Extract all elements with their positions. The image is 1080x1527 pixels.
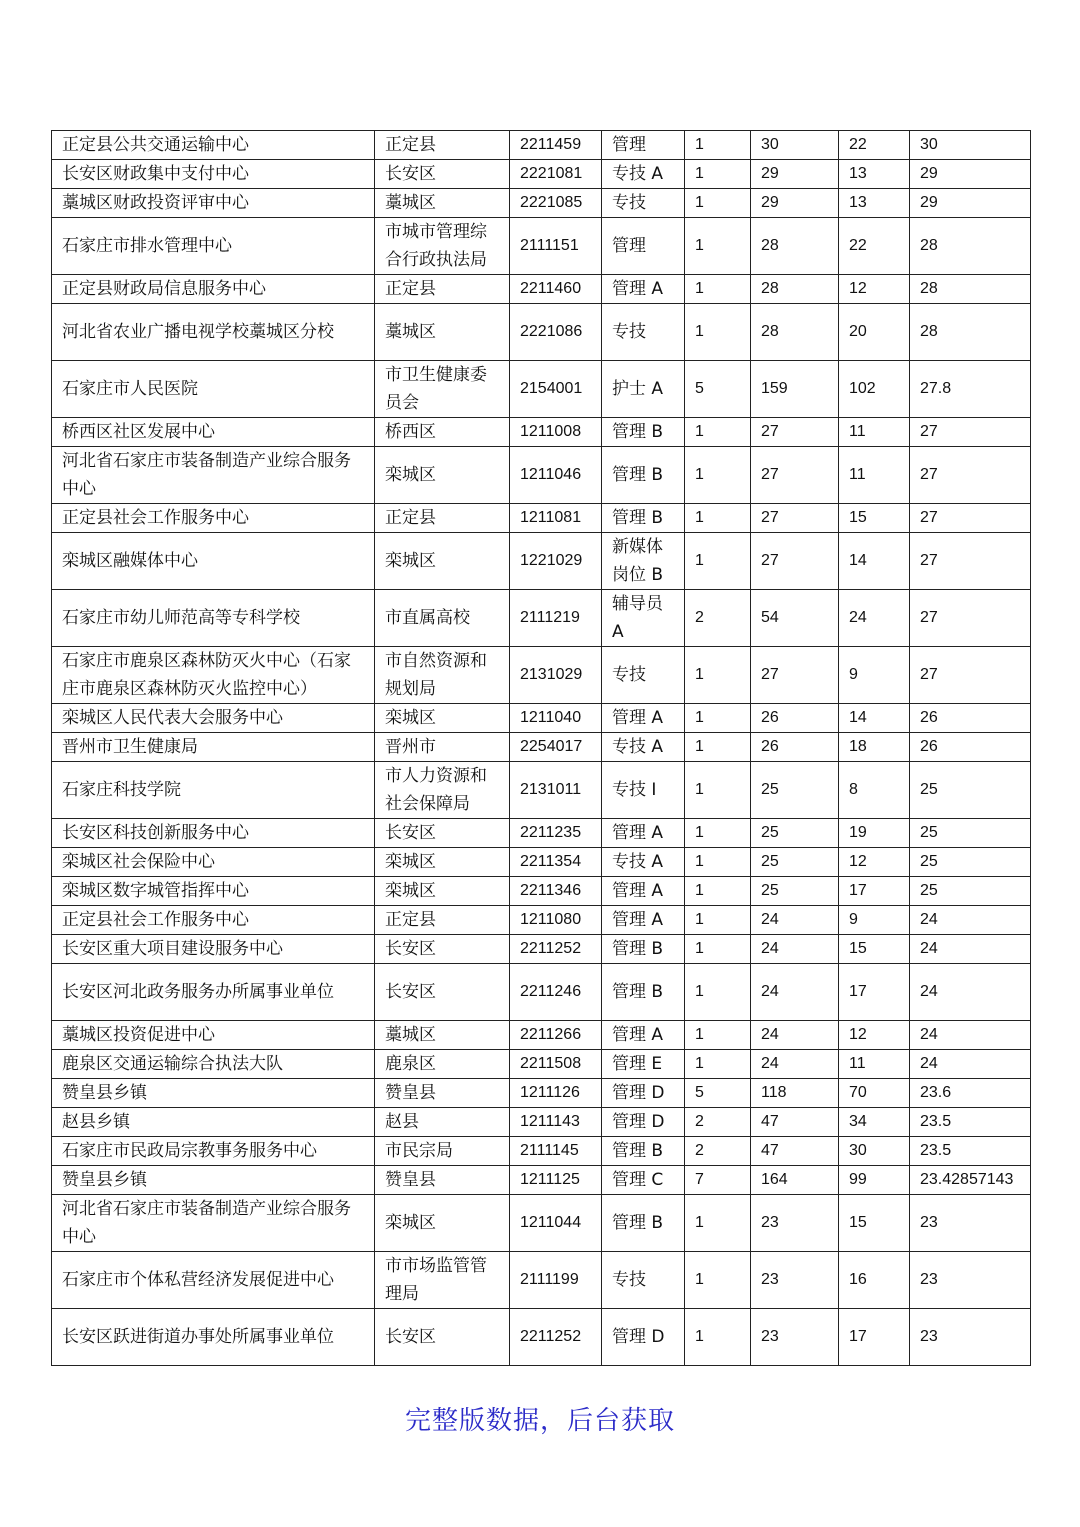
approved-cell: 8	[839, 762, 910, 819]
applicants-cell: 164	[751, 1166, 839, 1195]
unit-name-cell: 长安区跃进街道办事处所属事业单位	[52, 1309, 375, 1366]
post-name-cell: 管理 B	[602, 418, 685, 447]
approved-cell: 12	[839, 848, 910, 877]
unit-name-cell: 石家庄市民政局宗教事务服务中心	[52, 1137, 375, 1166]
approved-cell: 102	[839, 361, 910, 418]
approved-cell: 19	[839, 819, 910, 848]
post-name-cell: 管理 A	[602, 704, 685, 733]
applicants-cell: 23	[751, 1195, 839, 1252]
quota-cell: 2	[685, 1108, 751, 1137]
position-code-cell: 2111151	[510, 218, 602, 275]
quota-cell: 1	[685, 704, 751, 733]
unit-name-cell: 鹿泉区交通运输综合执法大队	[52, 1050, 375, 1079]
department-cell: 市卫生健康委员会	[375, 361, 510, 418]
quota-cell: 1	[685, 189, 751, 218]
table-row	[52, 1309, 1031, 1366]
department-cell: 市自然资源和规划局	[375, 647, 510, 704]
quota-cell: 2	[685, 590, 751, 647]
quota-cell: 1	[685, 848, 751, 877]
post-name-cell: 管理 A	[602, 1021, 685, 1050]
table-row	[52, 1252, 1031, 1309]
table-row	[52, 533, 1031, 590]
approved-cell: 24	[839, 590, 910, 647]
post-name-cell: 专技 A	[602, 160, 685, 189]
post-name-cell: 管理 B	[602, 447, 685, 504]
applicants-cell: 25	[751, 848, 839, 877]
approved-cell: 9	[839, 647, 910, 704]
unit-name-cell: 赵县乡镇	[52, 1108, 375, 1137]
post-name-cell: 专技	[602, 647, 685, 704]
table-row	[52, 418, 1031, 447]
applicants-cell: 28	[751, 275, 839, 304]
unit-name-cell: 石家庄市鹿泉区森林防灭火中心（石家庄市鹿泉区森林防灭火监控中心）	[52, 647, 375, 704]
table-row	[52, 1079, 1031, 1108]
applicants-cell: 23	[751, 1252, 839, 1309]
quota-cell: 1	[685, 906, 751, 935]
applicants-cell: 29	[751, 189, 839, 218]
position-code-cell: 1211044	[510, 1195, 602, 1252]
table-row	[52, 275, 1031, 304]
ratio-cell: 27	[910, 533, 1031, 590]
unit-name-cell: 栾城区社会保险中心	[52, 848, 375, 877]
ratio-cell: 23.6	[910, 1079, 1031, 1108]
ratio-cell: 28	[910, 275, 1031, 304]
approved-cell: 22	[839, 218, 910, 275]
department-cell: 栾城区	[375, 533, 510, 590]
table-row	[52, 848, 1031, 877]
quota-cell: 1	[685, 1252, 751, 1309]
position-code-cell: 2131029	[510, 647, 602, 704]
post-name-cell: 管理 D	[602, 1309, 685, 1366]
department-cell: 市城市管理综合行政执法局	[375, 218, 510, 275]
applicants-cell: 47	[751, 1108, 839, 1137]
position-code-cell: 2211508	[510, 1050, 602, 1079]
table-row	[52, 906, 1031, 935]
department-cell: 桥西区	[375, 418, 510, 447]
position-code-cell: 2211246	[510, 964, 602, 1021]
quota-cell: 1	[685, 733, 751, 762]
approved-cell: 99	[839, 1166, 910, 1195]
approved-cell: 17	[839, 964, 910, 1021]
applicants-cell: 26	[751, 704, 839, 733]
position-code-cell: 2131011	[510, 762, 602, 819]
quota-cell: 5	[685, 361, 751, 418]
post-name-cell: 管理 B	[602, 504, 685, 533]
department-cell: 正定县	[375, 504, 510, 533]
quota-cell: 1	[685, 131, 751, 160]
position-code-cell: 2221085	[510, 189, 602, 218]
ratio-cell: 26	[910, 733, 1031, 762]
table-row	[52, 877, 1031, 906]
approved-cell: 70	[839, 1079, 910, 1108]
table-body	[52, 131, 1031, 1366]
ratio-cell: 27	[910, 590, 1031, 647]
department-cell: 市直属高校	[375, 590, 510, 647]
quota-cell: 1	[685, 304, 751, 361]
approved-cell: 11	[839, 418, 910, 447]
table-row	[52, 1166, 1031, 1195]
approved-cell: 14	[839, 704, 910, 733]
quota-cell: 1	[685, 218, 751, 275]
ratio-cell: 28	[910, 304, 1031, 361]
applicants-cell: 24	[751, 1021, 839, 1050]
position-code-cell: 2211354	[510, 848, 602, 877]
table-row	[52, 704, 1031, 733]
post-name-cell: 管理	[602, 131, 685, 160]
approved-cell: 14	[839, 533, 910, 590]
quota-cell: 1	[685, 418, 751, 447]
ratio-cell: 27	[910, 447, 1031, 504]
ratio-cell: 27	[910, 418, 1031, 447]
position-code-cell: 1211143	[510, 1108, 602, 1137]
department-cell: 栾城区	[375, 447, 510, 504]
quota-cell: 2	[685, 1137, 751, 1166]
applicants-cell: 25	[751, 877, 839, 906]
department-cell: 藁城区	[375, 304, 510, 361]
table-row	[52, 1137, 1031, 1166]
quota-cell: 1	[685, 762, 751, 819]
table-row	[52, 964, 1031, 1021]
post-name-cell: 管理 B	[602, 1195, 685, 1252]
department-cell: 长安区	[375, 964, 510, 1021]
applicants-cell: 54	[751, 590, 839, 647]
quota-cell: 1	[685, 533, 751, 590]
quota-cell: 1	[685, 647, 751, 704]
post-name-cell: 管理 A	[602, 275, 685, 304]
post-name-cell: 管理 B	[602, 964, 685, 1021]
approved-cell: 16	[839, 1252, 910, 1309]
ratio-cell: 24	[910, 1021, 1031, 1050]
approved-cell: 18	[839, 733, 910, 762]
applicants-cell: 27	[751, 504, 839, 533]
position-code-cell: 1211125	[510, 1166, 602, 1195]
quota-cell: 7	[685, 1166, 751, 1195]
quota-cell: 5	[685, 1079, 751, 1108]
table-row	[52, 935, 1031, 964]
unit-name-cell: 长安区财政集中支付中心	[52, 160, 375, 189]
table-row	[52, 733, 1031, 762]
job-ranking-table	[51, 130, 1031, 1366]
ratio-cell: 23.5	[910, 1137, 1031, 1166]
approved-cell: 15	[839, 1195, 910, 1252]
position-code-cell: 2111219	[510, 590, 602, 647]
department-cell: 赵县	[375, 1108, 510, 1137]
applicants-cell: 26	[751, 733, 839, 762]
approved-cell: 11	[839, 1050, 910, 1079]
post-name-cell: 管理 D	[602, 1108, 685, 1137]
applicants-cell: 28	[751, 218, 839, 275]
ratio-cell: 24	[910, 964, 1031, 1021]
ratio-cell: 23	[910, 1309, 1031, 1366]
quota-cell: 1	[685, 964, 751, 1021]
post-name-cell: 专技 A	[602, 733, 685, 762]
applicants-cell: 24	[751, 964, 839, 1021]
department-cell: 栾城区	[375, 1195, 510, 1252]
department-cell: 市民宗局	[375, 1137, 510, 1166]
department-cell: 鹿泉区	[375, 1050, 510, 1079]
position-code-cell: 2254017	[510, 733, 602, 762]
department-cell: 市市场监管管理局	[375, 1252, 510, 1309]
quota-cell: 1	[685, 1050, 751, 1079]
table-row	[52, 1108, 1031, 1137]
position-code-cell: 1211081	[510, 504, 602, 533]
department-cell: 藁城区	[375, 1021, 510, 1050]
table-row	[52, 1021, 1031, 1050]
unit-name-cell: 赞皇县乡镇	[52, 1166, 375, 1195]
ratio-cell: 27.8	[910, 361, 1031, 418]
applicants-cell: 27	[751, 447, 839, 504]
post-name-cell: 新媒体岗位 B	[602, 533, 685, 590]
unit-name-cell: 正定县社会工作服务中心	[52, 906, 375, 935]
post-name-cell: 专技 A	[602, 848, 685, 877]
unit-name-cell: 栾城区数字城管指挥中心	[52, 877, 375, 906]
post-name-cell: 管理 C	[602, 1166, 685, 1195]
applicants-cell: 25	[751, 762, 839, 819]
table-row	[52, 304, 1031, 361]
unit-name-cell: 石家庄市幼儿师范高等专科学校	[52, 590, 375, 647]
approved-cell: 30	[839, 1137, 910, 1166]
applicants-cell: 27	[751, 533, 839, 590]
quota-cell: 1	[685, 447, 751, 504]
applicants-cell: 159	[751, 361, 839, 418]
position-code-cell: 1211040	[510, 704, 602, 733]
ratio-cell: 23	[910, 1195, 1031, 1252]
quota-cell: 1	[685, 275, 751, 304]
department-cell: 长安区	[375, 1309, 510, 1366]
quota-cell: 1	[685, 877, 751, 906]
table-row	[52, 218, 1031, 275]
table-row	[52, 762, 1031, 819]
approved-cell: 12	[839, 1021, 910, 1050]
post-name-cell: 专技 I	[602, 762, 685, 819]
applicants-cell: 29	[751, 160, 839, 189]
applicants-cell: 25	[751, 819, 839, 848]
position-code-cell: 2221086	[510, 304, 602, 361]
department-cell: 栾城区	[375, 877, 510, 906]
position-code-cell: 2211346	[510, 877, 602, 906]
unit-name-cell: 正定县公共交通运输中心	[52, 131, 375, 160]
position-code-cell: 2211459	[510, 131, 602, 160]
approved-cell: 11	[839, 447, 910, 504]
position-code-cell: 1211126	[510, 1079, 602, 1108]
position-code-cell: 1211046	[510, 447, 602, 504]
quota-cell: 1	[685, 160, 751, 189]
position-code-cell: 2211252	[510, 1309, 602, 1366]
position-code-cell: 2221081	[510, 160, 602, 189]
post-name-cell: 管理 B	[602, 935, 685, 964]
position-code-cell: 1211008	[510, 418, 602, 447]
unit-name-cell: 长安区科技创新服务中心	[52, 819, 375, 848]
ratio-cell: 28	[910, 218, 1031, 275]
unit-name-cell: 河北省石家庄市装备制造产业综合服务中心	[52, 1195, 375, 1252]
department-cell: 栾城区	[375, 848, 510, 877]
unit-name-cell: 石家庄市人民医院	[52, 361, 375, 418]
position-code-cell: 2111199	[510, 1252, 602, 1309]
department-cell: 正定县	[375, 275, 510, 304]
unit-name-cell: 河北省农业广播电视学校藁城区分校	[52, 304, 375, 361]
applicants-cell: 118	[751, 1079, 839, 1108]
approved-cell: 13	[839, 160, 910, 189]
applicants-cell: 30	[751, 131, 839, 160]
position-code-cell: 2154001	[510, 361, 602, 418]
table-row	[52, 160, 1031, 189]
position-code-cell: 2211460	[510, 275, 602, 304]
unit-name-cell: 石家庄市个体私营经济发展促进中心	[52, 1252, 375, 1309]
post-name-cell: 专技	[602, 189, 685, 218]
footer-note: 完整版数据，后台获取	[404, 1406, 675, 1436]
approved-cell: 20	[839, 304, 910, 361]
applicants-cell: 23	[751, 1309, 839, 1366]
post-name-cell: 管理 A	[602, 906, 685, 935]
approved-cell: 13	[839, 189, 910, 218]
unit-name-cell: 石家庄市排水管理中心	[52, 218, 375, 275]
approved-cell: 22	[839, 131, 910, 160]
quota-cell: 1	[685, 819, 751, 848]
unit-name-cell: 河北省石家庄市装备制造产业综合服务中心	[52, 447, 375, 504]
quota-cell: 1	[685, 1195, 751, 1252]
quota-cell: 1	[685, 935, 751, 964]
approved-cell: 34	[839, 1108, 910, 1137]
applicants-cell: 28	[751, 304, 839, 361]
ratio-cell: 24	[910, 935, 1031, 964]
applicants-cell: 27	[751, 418, 839, 447]
applicants-cell: 24	[751, 1050, 839, 1079]
department-cell: 藁城区	[375, 189, 510, 218]
table-row	[52, 590, 1031, 647]
position-code-cell: 2211252	[510, 935, 602, 964]
post-name-cell: 管理 E	[602, 1050, 685, 1079]
department-cell: 正定县	[375, 131, 510, 160]
ratio-cell: 24	[910, 906, 1031, 935]
quota-cell: 1	[685, 1021, 751, 1050]
table-row	[52, 447, 1031, 504]
department-cell: 赞皇县	[375, 1166, 510, 1195]
position-code-cell: 2211266	[510, 1021, 602, 1050]
unit-name-cell: 石家庄科技学院	[52, 762, 375, 819]
approved-cell: 15	[839, 504, 910, 533]
ratio-cell: 25	[910, 762, 1031, 819]
post-name-cell: 管理 D	[602, 1079, 685, 1108]
table-row	[52, 1195, 1031, 1252]
unit-name-cell: 晋州市卫生健康局	[52, 733, 375, 762]
department-cell: 长安区	[375, 935, 510, 964]
unit-name-cell: 长安区重大项目建设服务中心	[52, 935, 375, 964]
table-row	[52, 647, 1031, 704]
department-cell: 栾城区	[375, 704, 510, 733]
ratio-cell: 27	[910, 647, 1031, 704]
post-name-cell: 专技	[602, 1252, 685, 1309]
table-row	[52, 1050, 1031, 1079]
ratio-cell: 23.42857143	[910, 1166, 1031, 1195]
table-row	[52, 504, 1031, 533]
ratio-cell: 29	[910, 160, 1031, 189]
post-name-cell: 管理 A	[602, 877, 685, 906]
post-name-cell: 护士 A	[602, 361, 685, 418]
ratio-cell: 23.5	[910, 1108, 1031, 1137]
department-cell: 晋州市	[375, 733, 510, 762]
quota-cell: 1	[685, 1309, 751, 1366]
ratio-cell: 24	[910, 1050, 1031, 1079]
department-cell: 长安区	[375, 819, 510, 848]
post-name-cell: 管理 B	[602, 1137, 685, 1166]
department-cell: 长安区	[375, 160, 510, 189]
approved-cell: 12	[839, 275, 910, 304]
approved-cell: 15	[839, 935, 910, 964]
applicants-cell: 27	[751, 647, 839, 704]
position-code-cell: 2211235	[510, 819, 602, 848]
applicants-cell: 24	[751, 906, 839, 935]
department-cell: 赞皇县	[375, 1079, 510, 1108]
quota-cell: 1	[685, 504, 751, 533]
post-name-cell: 辅导员 A	[602, 590, 685, 647]
ratio-cell: 26	[910, 704, 1031, 733]
position-code-cell: 1221029	[510, 533, 602, 590]
post-name-cell: 管理 A	[602, 819, 685, 848]
table-row	[52, 189, 1031, 218]
post-name-cell: 专技	[602, 304, 685, 361]
ratio-cell: 27	[910, 504, 1031, 533]
position-code-cell: 1211080	[510, 906, 602, 935]
department-cell: 正定县	[375, 906, 510, 935]
unit-name-cell: 栾城区人民代表大会服务中心	[52, 704, 375, 733]
unit-name-cell: 正定县社会工作服务中心	[52, 504, 375, 533]
unit-name-cell: 栾城区融媒体中心	[52, 533, 375, 590]
applicants-cell: 24	[751, 935, 839, 964]
approved-cell: 17	[839, 1309, 910, 1366]
table-row	[52, 361, 1031, 418]
position-code-cell: 2111145	[510, 1137, 602, 1166]
ratio-cell: 29	[910, 189, 1031, 218]
ratio-cell: 23	[910, 1252, 1031, 1309]
post-name-cell: 管理	[602, 218, 685, 275]
unit-name-cell: 桥西区社区发展中心	[52, 418, 375, 447]
ratio-cell: 25	[910, 877, 1031, 906]
approved-cell: 9	[839, 906, 910, 935]
ratio-cell: 25	[910, 819, 1031, 848]
unit-name-cell: 赞皇县乡镇	[52, 1079, 375, 1108]
unit-name-cell: 藁城区投资促进中心	[52, 1021, 375, 1050]
table-row	[52, 819, 1031, 848]
ratio-cell: 25	[910, 848, 1031, 877]
unit-name-cell: 藁城区财政投资评审中心	[52, 189, 375, 218]
unit-name-cell: 正定县财政局信息服务中心	[52, 275, 375, 304]
department-cell: 市人力资源和社会保障局	[375, 762, 510, 819]
ratio-cell: 30	[910, 131, 1031, 160]
table-row	[52, 131, 1031, 160]
approved-cell: 17	[839, 877, 910, 906]
applicants-cell: 47	[751, 1137, 839, 1166]
unit-name-cell: 长安区河北政务服务办所属事业单位	[52, 964, 375, 1021]
